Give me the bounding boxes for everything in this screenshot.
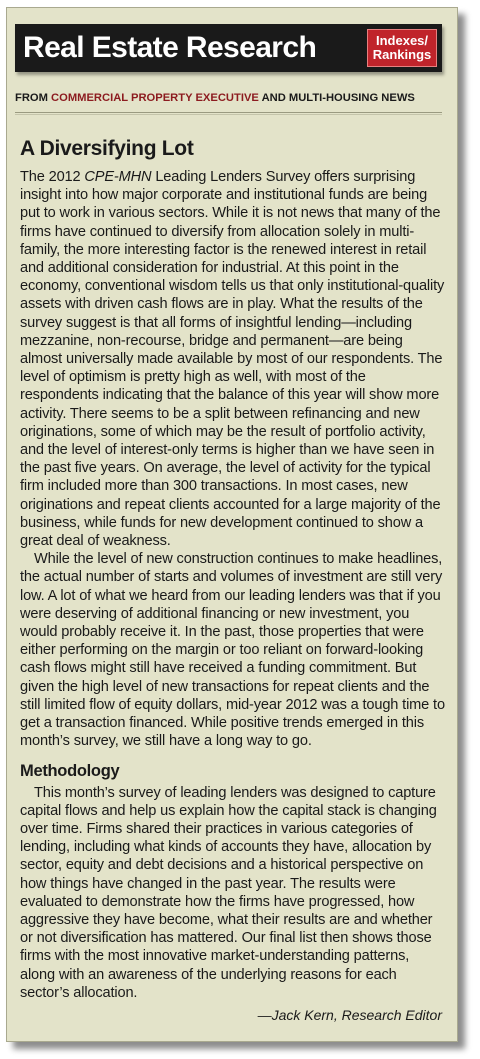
article-title: A Diversifying Lot: [20, 137, 194, 160]
byline-suffix: AND MULTI-HOUSING NEWS: [258, 92, 415, 104]
badge-line-1: Indexes/: [375, 33, 429, 48]
paragraph-intro: [20, 168, 446, 550]
byline-prefix: FROM: [15, 92, 52, 104]
intro-lead: The 2012: [20, 169, 85, 185]
publication-byline: [15, 92, 445, 104]
author-signature: —Jack Kern, Research Editor: [257, 1006, 442, 1023]
badge-line-2: Rankings: [372, 47, 432, 62]
masthead-banner: [15, 24, 442, 72]
header-divider: [15, 112, 442, 113]
indexes-rankings-badge: [367, 29, 437, 67]
masthead-title: Real Estate Research: [23, 31, 317, 64]
intro-publication-abbrev: CPE-MHN: [84, 169, 152, 185]
byline-publication-cpe: COMMERCIAL PROPERTY EXECUTIVE: [51, 92, 259, 104]
section-heading-methodology: Methodology: [20, 761, 120, 780]
intro-rest: Leading Lenders Survey offers surprising insight into how major corporate and institutional funds are being put to work in various sectors. While it is not news that many of the firms have continued to diversify from allocation solely in multi-family, the more interesting factor is the renewed interest in retail and additional consideration for industrial. At this point in the economy, conventional wisdom tells us that only institutional-quality assets with driven cash flows are in play. What the results of the survey suggest is that all forms of insightful lending—including mezzanine, non-recourse, bridge and permanent—are being almost universally made available by most of our respondents. The level of optimism is pretty high as well, with most of the respondents indicating that the balance of this year will show more activity. There seems to be a split between refinancing and new originations, some of which may be the result of portfolio activity, and the level of interest-only terms is higher than we have seen in the past five years. On average, the level of activity for the typical firm included more than 300 transactions. In most cases, new originations and repeat clients accounted for a large majority of the business, while funds for new development continued to show a great deal of weakness.: [20, 169, 445, 550]
article-body: [20, 137, 446, 1023]
paragraph-construction: While the level of new construction continues to make headlines, the actual number of starts and volumes of investment are still very low. A lot of what we heard from our leading lenders was that if you were deserving of additional financing or new investment, you would probably receive it. In the past, those properties that were either performing on the margin or too reliant on forward-looking cash flows might still have received a funding commitment. But given the high level of new transactions for repeat clients and the still limited flow of equity dollars, mid-year 2012 was a tough time to get a transaction financed. While positive trends emerged in this month’s survey, we still have a long way to go.: [20, 551, 445, 750]
header-divider-highlight: [15, 114, 442, 115]
paragraph-methodology: This month’s survey of leading lenders was designed to capture capital flows and help us explain how the capital stack is changing over time. Firms shared their practices in various categories of lending, including what kinds of accounts they have, allocation by sector, equity and debt decisions and a historical perspective on how things have changed in the past year. The results were evaluated to demonstrate how the firms have progressed, how aggressive they have become, what their results are and whether or not diversification has mattered. Our final list then shows those firms with the most innovative market-understanding patterns, along with an awareness of the underlying reasons for each sector’s allocation.: [20, 784, 437, 1001]
